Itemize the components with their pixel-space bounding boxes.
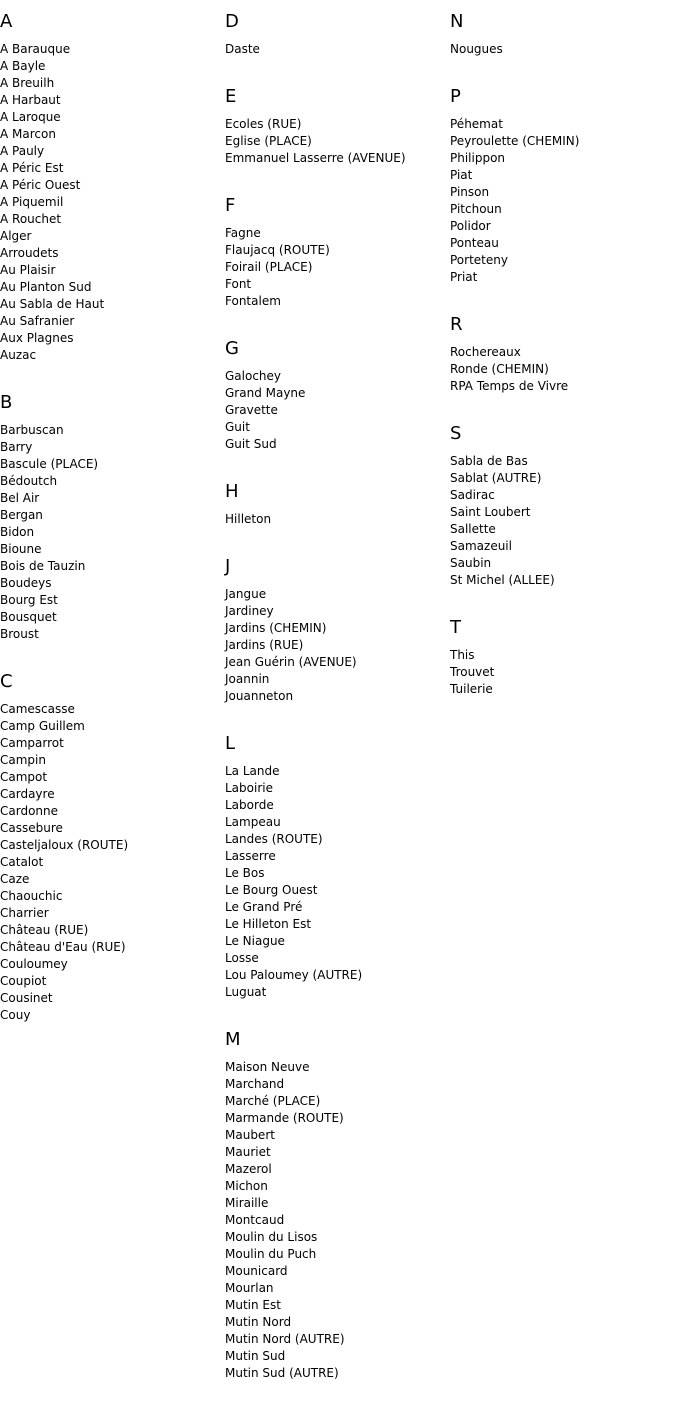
street-link[interactable]: Caze xyxy=(0,872,30,886)
street-link[interactable]: Lampeau xyxy=(225,815,281,829)
street-link[interactable]: Saint Loubert xyxy=(450,505,531,519)
street-link[interactable]: Le Bourg Ouest xyxy=(225,883,318,897)
street-list xyxy=(450,647,675,698)
street-link[interactable]: Cardonne xyxy=(0,804,59,818)
street-link[interactable]: Jouanneton xyxy=(225,689,294,703)
street-link[interactable]: Boudeys xyxy=(0,576,52,590)
street-link[interactable]: A Laroque xyxy=(0,110,61,124)
street-link[interactable]: Bousquet xyxy=(0,610,57,624)
street-link[interactable]: Fagne xyxy=(225,226,261,240)
letter-section-p xyxy=(450,86,675,286)
letter-heading: C xyxy=(0,671,13,692)
street-link[interactable]: A Marcon xyxy=(0,127,56,141)
letter-heading: T xyxy=(450,617,461,638)
letter-section-b xyxy=(0,392,225,643)
street-link[interactable]: Luguat xyxy=(225,985,267,999)
letter-section-l xyxy=(225,733,450,1001)
street-link[interactable]: Chaouchic xyxy=(0,889,63,903)
street-link[interactable]: Laboirie xyxy=(225,781,273,795)
street-list xyxy=(225,116,450,167)
street-link[interactable]: Cardayre xyxy=(0,787,55,801)
street-link[interactable]: A Pauly xyxy=(0,144,45,158)
street-list xyxy=(225,763,450,1001)
street-list xyxy=(225,511,450,528)
street-link[interactable]: Château d'Eau (RUE) xyxy=(0,940,126,954)
street-link[interactable]: Cousinet xyxy=(0,991,53,1005)
street-list xyxy=(225,368,450,453)
street-link[interactable]: Camparrot xyxy=(0,736,64,750)
street-link[interactable]: Bascule (PLACE) xyxy=(0,457,99,471)
street-list xyxy=(0,422,225,643)
street-link[interactable]: Charrier xyxy=(0,906,49,920)
letter-section-a xyxy=(0,11,225,364)
street-link[interactable]: Couy xyxy=(0,1008,31,1022)
letter-heading: N xyxy=(450,11,464,32)
street-link[interactable]: Au Safranier xyxy=(0,314,75,328)
street-link[interactable]: Marché (PLACE) xyxy=(225,1094,321,1108)
letter-heading: R xyxy=(450,314,463,335)
street-link[interactable]: Priat xyxy=(450,270,478,284)
street-link[interactable]: Ponteau xyxy=(450,236,499,250)
index-column xyxy=(0,0,225,1052)
street-link[interactable]: Péhemat xyxy=(450,117,503,131)
street-link[interactable]: Guit Sud xyxy=(225,437,277,451)
street-link[interactable]: Broust xyxy=(0,627,39,641)
street-link[interactable]: Saubin xyxy=(450,556,492,570)
street-link[interactable]: A Péric Est xyxy=(0,161,64,175)
street-link[interactable]: Bel Air xyxy=(0,491,40,505)
street-link[interactable]: Barbuscan xyxy=(0,423,64,437)
street-link[interactable]: A Bayle xyxy=(0,59,46,73)
street-link[interactable]: La Lande xyxy=(225,764,280,778)
street-link[interactable]: Lou Paloumey (AUTRE) xyxy=(225,968,363,982)
street-link[interactable]: Aux Plagnes xyxy=(0,331,74,345)
letter-section-n xyxy=(450,11,675,58)
street-link[interactable]: A Harbaut xyxy=(0,93,61,107)
letter-heading: L xyxy=(225,733,236,754)
street-link[interactable]: Maubert xyxy=(225,1128,275,1142)
street-link[interactable]: Au Sabla de Haut xyxy=(0,297,105,311)
street-link[interactable]: Gravette xyxy=(225,403,278,417)
letter-section-s xyxy=(450,423,675,589)
street-link[interactable]: Au Planton Sud xyxy=(0,280,92,294)
street-link[interactable]: Moulin du Lisos xyxy=(225,1230,318,1244)
street-list xyxy=(450,116,675,286)
street-link[interactable]: Auzac xyxy=(0,348,37,362)
street-link[interactable]: Mutin Sud xyxy=(225,1349,286,1363)
street-link[interactable]: Font xyxy=(225,277,252,291)
street-list xyxy=(0,41,225,364)
street-link[interactable]: Rochereaux xyxy=(450,345,521,359)
street-link[interactable]: Bourg Est xyxy=(0,593,58,607)
street-link[interactable]: Cassebure xyxy=(0,821,63,835)
street-link[interactable]: Château (RUE) xyxy=(0,923,89,937)
street-link[interactable]: Mourlan xyxy=(225,1281,274,1295)
street-link[interactable]: Bédoutch xyxy=(0,474,58,488)
street-link[interactable]: Casteljaloux (ROUTE) xyxy=(0,838,129,852)
street-link[interactable]: Camp Guillem xyxy=(0,719,85,733)
street-link[interactable]: Mutin Sud (AUTRE) xyxy=(225,1366,339,1380)
letter-section-m xyxy=(225,1029,450,1382)
street-link[interactable]: Couloumey xyxy=(0,957,68,971)
street-link[interactable]: Galochey xyxy=(225,369,282,383)
letter-heading: H xyxy=(225,481,239,502)
street-link[interactable]: Arroudets xyxy=(0,246,59,260)
street-link[interactable]: Montcaud xyxy=(225,1213,285,1227)
street-link[interactable]: Mazerol xyxy=(225,1162,272,1176)
letter-heading: G xyxy=(225,338,239,359)
street-link[interactable]: Jangue xyxy=(225,587,267,601)
street-link[interactable]: Samazeuil xyxy=(450,539,512,553)
street-link[interactable]: Camescasse xyxy=(0,702,75,716)
street-link[interactable]: Losse xyxy=(225,951,259,965)
letter-section-e xyxy=(225,86,450,167)
street-link[interactable]: Guit xyxy=(225,420,250,434)
street-link[interactable]: Peyroulette (CHEMIN) xyxy=(450,134,580,148)
street-link[interactable]: Mutin Nord (AUTRE) xyxy=(225,1332,345,1346)
letter-heading: F xyxy=(225,195,236,216)
street-link[interactable]: Le Niague xyxy=(225,934,285,948)
street-link[interactable]: Mounicard xyxy=(225,1264,288,1278)
street-link[interactable]: Piat xyxy=(450,168,473,182)
street-link[interactable]: Sabla de Bas xyxy=(450,454,528,468)
street-link[interactable]: Mauriet xyxy=(225,1145,271,1159)
street-link[interactable]: Lasserre xyxy=(225,849,276,863)
street-link[interactable]: Jardins (CHEMIN) xyxy=(225,621,327,635)
street-link[interactable]: Flaujacq (ROUTE) xyxy=(225,243,330,257)
letter-section-h xyxy=(225,481,450,528)
street-link[interactable]: Le Bos xyxy=(225,866,265,880)
street-link[interactable]: Eglise (PLACE) xyxy=(225,134,312,148)
letter-section-f xyxy=(225,195,450,310)
street-link[interactable]: Campot xyxy=(0,770,48,784)
letter-section-r xyxy=(450,314,675,395)
street-link[interactable]: Pinson xyxy=(450,185,490,199)
street-link[interactable]: Sallette xyxy=(450,522,496,536)
street-link[interactable]: Jardins (RUE) xyxy=(225,638,304,652)
street-link[interactable]: Bois de Tauzin xyxy=(0,559,86,573)
street-link[interactable]: Trouvet xyxy=(450,665,495,679)
street-link[interactable]: A Breuilh xyxy=(0,76,55,90)
street-link[interactable]: Grand Mayne xyxy=(225,386,306,400)
street-link[interactable]: Philippon xyxy=(450,151,506,165)
street-list xyxy=(450,344,675,395)
letter-heading: A xyxy=(0,11,13,32)
street-link[interactable]: Fontalem xyxy=(225,294,281,308)
street-link[interactable]: Bergan xyxy=(0,508,43,522)
street-link[interactable]: Ronde (CHEMIN) xyxy=(450,362,549,376)
letter-heading: J xyxy=(225,556,231,577)
street-list xyxy=(0,701,225,1024)
street-link[interactable]: Marchand xyxy=(225,1077,285,1091)
street-list xyxy=(225,586,450,705)
street-link[interactable]: Jardiney xyxy=(225,604,274,618)
street-link[interactable]: Au Plaisir xyxy=(0,263,56,277)
street-link[interactable]: Emmanuel Lasserre (AVENUE) xyxy=(225,151,406,165)
letter-heading: S xyxy=(450,423,462,444)
street-link[interactable]: Ecoles (RUE) xyxy=(225,117,302,131)
letter-heading: E xyxy=(225,86,237,107)
street-link[interactable]: Coupiot xyxy=(0,974,47,988)
street-link[interactable]: Alger xyxy=(0,229,32,243)
letter-heading: D xyxy=(225,11,239,32)
street-link[interactable]: This xyxy=(450,648,475,662)
letter-heading: M xyxy=(225,1029,241,1050)
street-link[interactable]: Pitchoun xyxy=(450,202,502,216)
street-list xyxy=(225,41,450,58)
street-link[interactable]: Moulin du Puch xyxy=(225,1247,317,1261)
street-link[interactable]: A Rouchet xyxy=(0,212,62,226)
letter-section-g xyxy=(225,338,450,453)
street-link[interactable]: Mutin Est xyxy=(225,1298,281,1312)
street-link[interactable]: Landes (ROUTE) xyxy=(225,832,323,846)
street-link[interactable]: RPA Temps de Vivre xyxy=(450,379,569,393)
street-list xyxy=(450,41,675,58)
street-link[interactable]: Catalot xyxy=(0,855,44,869)
street-link[interactable]: Miraille xyxy=(225,1196,269,1210)
street-link[interactable]: A Barauque xyxy=(0,42,71,56)
street-link[interactable]: Tuilerie xyxy=(450,682,493,696)
street-link[interactable]: Sablat (AUTRE) xyxy=(450,471,542,485)
letter-section-t xyxy=(450,617,675,698)
street-link[interactable]: Nougues xyxy=(450,42,503,56)
street-link[interactable]: Laborde xyxy=(225,798,274,812)
street-link[interactable]: Hilleton xyxy=(225,512,272,526)
street-link[interactable]: Foirail (PLACE) xyxy=(225,260,313,274)
street-link[interactable]: Michon xyxy=(225,1179,268,1193)
street-link[interactable]: Mutin Nord xyxy=(225,1315,292,1329)
street-link[interactable]: Bioune xyxy=(0,542,42,556)
index-column xyxy=(225,0,450,1410)
letter-heading: B xyxy=(0,392,13,413)
street-list xyxy=(450,453,675,589)
index-column xyxy=(450,0,675,726)
street-link[interactable]: Le Grand Pré xyxy=(225,900,303,914)
street-link[interactable]: St Michel (ALLEE) xyxy=(450,573,555,587)
street-link[interactable]: Jean Guérin (AVENUE) xyxy=(225,655,357,669)
street-list xyxy=(225,1059,450,1382)
street-link[interactable]: A Péric Ouest xyxy=(0,178,81,192)
street-link[interactable]: Joannin xyxy=(225,672,270,686)
letter-heading: P xyxy=(450,86,461,107)
street-link[interactable]: Campin xyxy=(0,753,46,767)
street-link[interactable]: Bidon xyxy=(0,525,35,539)
street-link[interactable]: A Piquemil xyxy=(0,195,64,209)
street-link[interactable]: Barry xyxy=(0,440,33,454)
street-link[interactable]: Marmande (ROUTE) xyxy=(225,1111,344,1125)
letter-section-d xyxy=(225,11,450,58)
letter-section-j xyxy=(225,556,450,705)
street-link[interactable]: Polidor xyxy=(450,219,491,233)
street-link[interactable]: Maison Neuve xyxy=(225,1060,310,1074)
street-link[interactable]: Porteteny xyxy=(450,253,508,267)
letter-section-c xyxy=(0,671,225,1024)
street-link[interactable]: Daste xyxy=(225,42,260,56)
street-list xyxy=(225,225,450,310)
street-link[interactable]: Le Hilleton Est xyxy=(225,917,312,931)
street-link[interactable]: Sadirac xyxy=(450,488,495,502)
